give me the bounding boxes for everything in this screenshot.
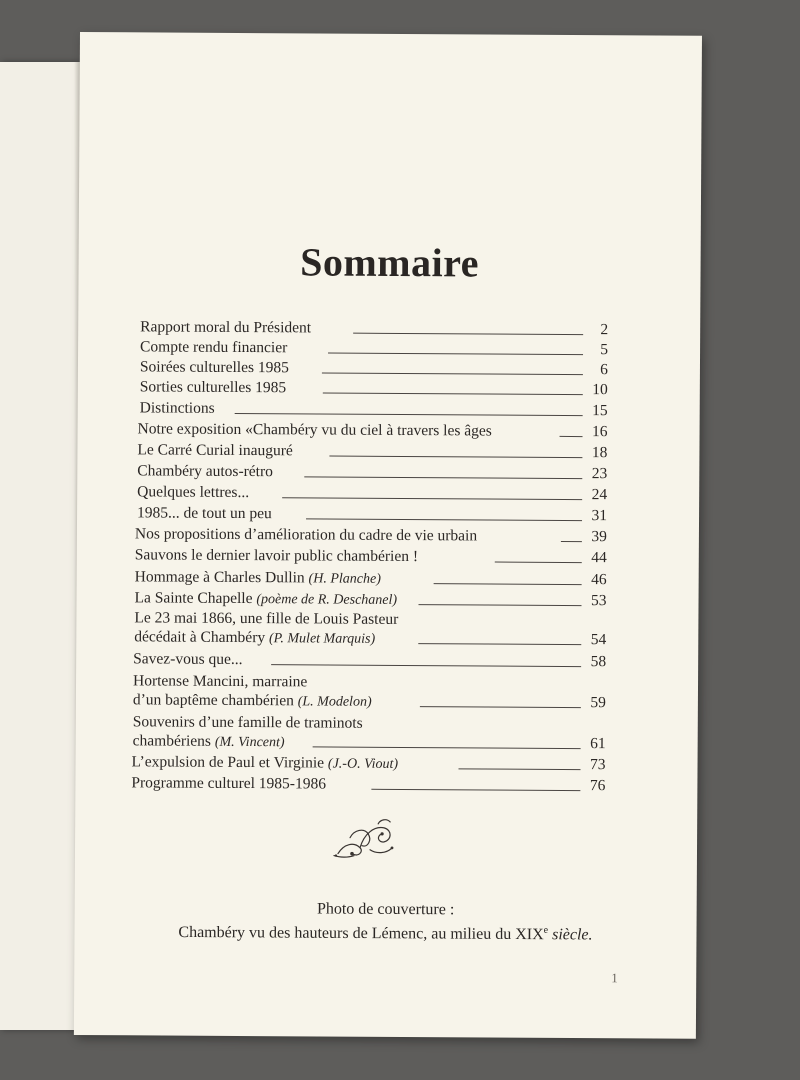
leader-line <box>329 456 582 459</box>
toc-entry-continuation <box>76 732 698 753</box>
toc-entry-page: 23 <box>591 465 608 483</box>
leader-line <box>353 333 583 335</box>
caption-superscript: e <box>543 924 549 936</box>
toc-entry <box>77 546 699 567</box>
toc-entry-page: 44 <box>591 549 607 567</box>
toc-entry <box>77 462 699 483</box>
toc-entry <box>78 318 700 339</box>
toc-entry-text: décédait à Chambéry <box>134 628 266 647</box>
toc-entry-text: d’un baptême chambérien <box>132 691 294 710</box>
toc-entry-title <box>133 732 285 752</box>
table-of-contents <box>74 32 702 1039</box>
toc-entry <box>76 753 698 774</box>
leader-line <box>418 643 581 645</box>
toc-entry-title: Soirées culturelles 1985 <box>139 358 289 377</box>
toc-entry <box>77 483 699 504</box>
toc-entry-text: chambériens <box>132 732 212 750</box>
toc-entry-title: Quelques lettres... <box>137 483 250 502</box>
toc-entry-author: (M. Vincent) <box>214 734 285 751</box>
page-title: Sommaire <box>300 239 480 286</box>
leader-line <box>304 476 582 479</box>
caption-italic: siècle. <box>552 926 593 944</box>
toc-entry-page: 76 <box>589 777 606 795</box>
toc-entry <box>77 568 699 589</box>
toc-entry-author: (J.-O. Viout) <box>327 756 399 772</box>
leader-line <box>271 664 581 667</box>
toc-entry-page: 24 <box>591 486 608 504</box>
toc-entry-author: (H. Planche) <box>308 571 381 587</box>
toc-entry-page: 18 <box>591 444 608 462</box>
toc-entry-title: Le 23 mai 1866, une fille de Louis Pasteur <box>134 609 399 628</box>
toc-entry-page: 39 <box>591 528 607 546</box>
toc-entry-author: (L. Modelon) <box>297 694 372 710</box>
toc-entry-page: 54 <box>590 631 607 649</box>
toc-entry-title: Sauvons le dernier lavoir public chambérien ! <box>134 546 419 566</box>
toc-entry-page: 15 <box>592 402 608 420</box>
toc-entry-title <box>135 568 381 589</box>
toc-entry <box>78 441 700 462</box>
fleuron-ornament-icon <box>330 814 400 864</box>
toc-entry-text: Hommage à Charles Dullin <box>134 568 305 587</box>
toc-entry <box>75 774 697 795</box>
toc-entry-title: Compte rendu financier <box>140 338 288 357</box>
toc-entry-page: 10 <box>592 381 608 399</box>
toc-entry-page: 16 <box>592 423 608 441</box>
leader-line <box>322 372 583 375</box>
toc-entry-title: Rapport moral du Président <box>140 318 312 337</box>
leader-line <box>282 497 582 500</box>
toc-entry <box>77 504 699 525</box>
cover-photo-caption <box>74 922 696 945</box>
leader-line <box>420 706 581 708</box>
toc-entry-author: (P. Mulet Marquis) <box>268 631 376 647</box>
toc-entry <box>77 525 699 546</box>
toc-entry-title: Notre exposition «Chambéry vu du ciel à travers les âges <box>137 420 492 440</box>
toc-entry-page: 53 <box>590 592 607 610</box>
toc-entry-title: Chambéry autos-rétro <box>137 462 273 481</box>
toc-entry-page: 2 <box>600 321 609 339</box>
leader-line <box>434 583 582 585</box>
leader-line <box>459 768 581 770</box>
caption-text: Chambéry vu des hauteurs de Lémenc, au milieu du XIX <box>178 923 544 944</box>
toc-entry-text: La Sainte Chapelle <box>134 589 253 608</box>
toc-entry-page: 59 <box>590 694 606 712</box>
leader-line <box>306 518 582 521</box>
toc-entry-page: 46 <box>591 571 607 589</box>
toc-entry <box>78 420 700 441</box>
toc-entry-page: 6 <box>600 361 608 379</box>
toc-entry-title <box>133 691 372 711</box>
toc-entry-title <box>131 753 398 774</box>
toc-entry-title: Programme culturel 1985-1986 <box>131 774 327 793</box>
leader-line <box>419 604 582 606</box>
cover-photo-caption-label: Photo de couverture : <box>316 900 455 919</box>
toc-entry-title <box>134 589 397 610</box>
toc-entry-page: 61 <box>590 735 606 753</box>
toc-entry <box>78 399 700 420</box>
toc-entry-title: Le Carré Curial inauguré <box>137 441 293 460</box>
toc-entry-title: Sorties culturelles 1985 <box>139 378 287 397</box>
toc-entry-text: L’expulsion de Paul et Virginie <box>131 753 325 772</box>
toc-entry-title: Nos propositions d’amélioration du cadre de vie urbain <box>134 525 478 545</box>
toc-entry-title <box>134 628 375 648</box>
page-number: 1 <box>611 970 618 986</box>
toc-entry <box>76 713 698 732</box>
toc-entry <box>76 672 698 691</box>
toc-entry-title: 1985... de tout un peu <box>137 504 272 523</box>
toc-entry-title: Distinctions <box>139 399 215 417</box>
toc-entry-title: Souvenirs d’une famille de traminots <box>132 713 363 732</box>
toc-entry <box>76 650 698 671</box>
toc-entry-page: 31 <box>591 507 608 525</box>
leader-line <box>371 789 580 791</box>
facing-page <box>0 62 80 1030</box>
leader-line <box>313 746 581 749</box>
toc-entry-page: 5 <box>600 341 609 359</box>
toc-entry-page: 58 <box>590 653 607 671</box>
toc-entry-continuation <box>76 691 698 712</box>
toc-entry <box>77 589 699 610</box>
toc-entry-title: Hortense Mancini, marraine <box>132 672 308 691</box>
leader-line <box>235 413 583 416</box>
toc-entry-page: 73 <box>589 756 606 774</box>
leader-line <box>328 353 583 356</box>
toc-entry-author: (poème de R. Deschanel) <box>256 592 398 608</box>
document-page <box>74 32 702 1039</box>
toc-entry-title: Savez-vous que... <box>133 650 243 669</box>
leader-line <box>323 392 583 395</box>
